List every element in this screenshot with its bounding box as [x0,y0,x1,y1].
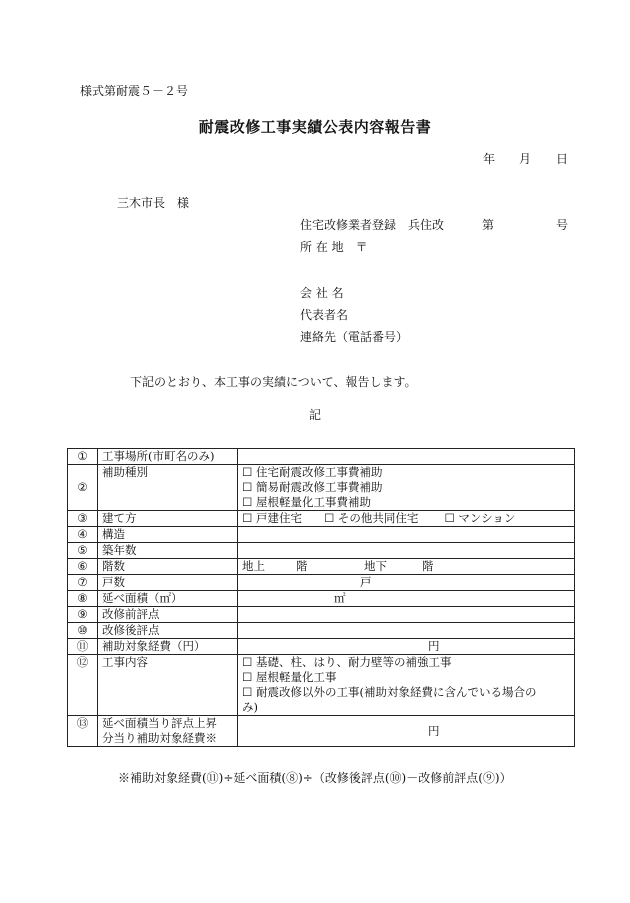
table-row-work-location [68,449,575,465]
report-statement: 下記のとおり、本工事の実績について、報告します。 [130,375,417,389]
form-number: 様式第耐震５－２号 [80,84,189,98]
building-option-detached[interactable]: ☐ 戸建住宅 [242,511,302,525]
row-number: ⑩ [68,623,98,639]
table-row-floor-area [68,591,575,607]
contact-label: 連絡先（電話番号） [300,330,409,344]
work-option-roof-lightening[interactable]: ☐ 屋根軽量化工事 [242,670,337,684]
yen-unit: 円 [428,639,440,653]
row-label: 改修後評点 [98,623,238,639]
subsidy-option-simple-seismic[interactable]: ☐ 簡易耐震改修工事費補助 [242,480,383,494]
table-row-subsidy-type [68,465,575,511]
document-title: 耐震改修工事実績公表内容報告書 [198,118,432,136]
score-before-field[interactable] [238,607,575,623]
registration-number-prefix: 第 [482,218,495,232]
registration-number-suffix: 号 [556,218,569,232]
report-table [67,448,575,747]
addressee: 三木市長 様 [117,196,190,210]
floors-field[interactable] [238,559,575,575]
score-after-field[interactable] [238,623,575,639]
date-year-label: 年 [483,152,496,166]
row-number: ⑬ [68,716,98,747]
cost-per-score-field[interactable] [238,716,575,747]
table-row-work-content [68,655,575,716]
representative-label: 代表者名 [300,308,349,322]
table-row-score-after [68,623,575,639]
households-unit: 戸 [360,575,372,589]
building-option-other-collective[interactable]: ☐ その他共同住宅 [323,511,419,525]
row-number: ⑦ [68,575,98,591]
row-number: ③ [68,511,98,527]
work-location-field[interactable] [238,449,575,465]
row-label-line: 延べ面積当り評点上昇 [102,716,217,730]
row-number: ② [68,465,98,511]
row-number: ⑧ [68,591,98,607]
floor-area-unit: ㎡ [334,591,346,605]
row-label-line: 分当り補助対象経費※ [102,731,217,745]
work-option-non-seismic[interactable]: ☐ 耐震改修以外の工事(補助対象経費に含んでいる場合の [242,685,537,699]
row-number: ⑤ [68,543,98,559]
yen-unit: 円 [428,723,440,738]
table-row-structure [68,527,575,543]
subsidy-type-options [238,465,575,511]
row-label: 改修前評点 [98,607,238,623]
row-label [98,716,238,747]
table-row-cost-per-score [68,716,575,747]
row-number: ⑨ [68,607,98,623]
floors-unit: 階 [422,559,434,573]
row-label: 戸数 [98,575,238,591]
work-option-non-seismic-continued: み) [242,700,258,714]
building-option-mansion[interactable]: ☐ マンション [444,511,516,525]
table-row-subsidy-cost [68,639,575,655]
subsidy-cost-field[interactable] [238,639,575,655]
row-label: 工事場所(市町名のみ) [98,449,238,465]
registration-label: 住宅改修業者登録 兵住改 [300,218,445,232]
table-row-floors [68,559,575,575]
building-type-options [238,511,575,527]
row-number: ⑥ [68,559,98,575]
row-label: 構造 [98,527,238,543]
date-day-label: 日 [556,152,569,166]
structure-field[interactable] [238,527,575,543]
floor-area-field[interactable] [238,591,575,607]
footnote: ※補助対象経費(⑪)÷延べ面積(⑧)÷（改修後評点(⑩)－改修前評点(⑨)） [118,771,512,785]
ki-heading: 記 [308,408,321,422]
households-field[interactable] [238,575,575,591]
table-row-building-type [68,511,575,527]
floors-below-label: 地下 [364,559,387,573]
subsidy-option-housing-seismic[interactable]: ☐ 住宅耐震改修工事費補助 [242,465,383,479]
address-label: 所 在 地 〒 [300,240,368,254]
row-number: ④ [68,527,98,543]
row-label: 延べ面積（㎡） [98,591,238,607]
table-row-score-before [68,607,575,623]
building-age-field[interactable] [238,543,575,559]
floors-unit: 階 [296,559,308,573]
floors-above-label: 地上 [242,559,265,573]
row-label: 工事内容 [98,655,238,716]
row-label: 築年数 [98,543,238,559]
row-label: 補助種別 [98,465,238,511]
work-content-options [238,655,575,716]
company-name-label: 会 社 名 [300,286,344,300]
row-label: 補助対象経費（円） [98,639,238,655]
table-row-building-age [68,543,575,559]
row-number: ⑪ [68,639,98,655]
work-option-reinforcement[interactable]: ☐ 基礎、柱、はり、耐力壁等の補強工事 [242,655,452,669]
row-label: 階数 [98,559,238,575]
row-number: ① [68,449,98,465]
table-row-households [68,575,575,591]
subsidy-option-roof-lightening[interactable]: ☐ 屋根軽量化工事費補助 [242,495,371,509]
date-month-label: 月 [519,152,532,166]
row-label: 建て方 [98,511,238,527]
row-number: ⑫ [68,655,98,716]
